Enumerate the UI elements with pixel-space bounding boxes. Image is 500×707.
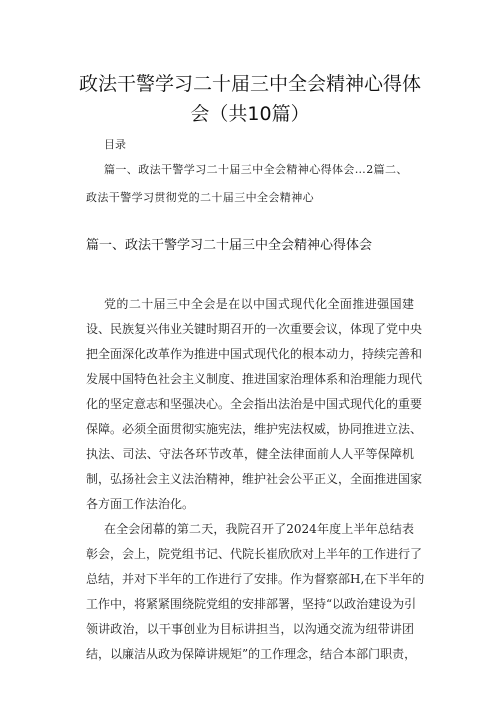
paragraph-1-line: 执法、司法、守法各环节改革，健全法律面前人人平等保障机 bbox=[86, 447, 414, 461]
toc-heading: 目录 bbox=[104, 138, 126, 151]
paragraph-2-line: 总结，并对下半年的工作进行了安排。作为督察部H,在下半年的 bbox=[86, 572, 425, 586]
paragraph-1-line: 设、民族复兴伟业关键时期召开的一次重要会议，体现了党中央 bbox=[86, 322, 423, 336]
toc-entry-line-2[interactable]: 政法干警学习贯彻党的二十届三中全会精神心 bbox=[86, 191, 314, 204]
paragraph-2-line: 彰会，会上，院党组书记、代院长崔欣欣对上半年的工作进行了 bbox=[86, 547, 423, 561]
section-title: 篇一、政法干警学习二十届三中全会精神心得体会 bbox=[86, 238, 373, 253]
paragraph-1-line: 党的二十届三中全会是在以中国式现代化全面推进强国建 bbox=[104, 297, 414, 311]
paragraph-1-line: 各方面工作法治化。 bbox=[86, 497, 195, 511]
paragraph-1-line: 把全面深化改革作为推进中国式现代化的根本动力，持续完善和 bbox=[86, 347, 423, 361]
document-title-line-1: 政法干警学习二十届三中全会精神心得体 bbox=[78, 73, 421, 95]
paragraph-2-line: 领讲政治，以干事创业为目标讲担当，以沟通交流为纽带讲团 bbox=[86, 622, 414, 636]
paragraph-2-line: 在全会闭幕的第二天，我院召开了2024年度上半年总结表 bbox=[104, 522, 414, 536]
paragraph-1-line: 制，弘扬社会主义法治精神，维护社会公平正义，全面推进国家 bbox=[86, 472, 423, 486]
paragraph-1-line: 保障。必须全面贯彻实施宪法，维护宪法权威，协同推进立法、 bbox=[86, 422, 423, 436]
paragraph-2-line: 结，以廉洁从政为保障讲规矩”的工作理念，结合本部门职责， bbox=[86, 647, 417, 661]
document-title-line-2: 会（共10篇） bbox=[190, 103, 310, 125]
paragraph-2-line: 工作中，将紧紧围绕院党组的安排部署，坚持“以政治建设为引 bbox=[86, 597, 417, 611]
toc-entry-line-1[interactable]: 篇一、政法干警学习二十届三中全会精神心得体会…2篇二、 bbox=[104, 163, 408, 176]
paragraph-1-line: 发展中国特色社会主义制度、推进国家治理体系和治理能力现代 bbox=[86, 372, 423, 386]
paragraph-1-line: 化的坚定意志和坚强决心。全会指出法治是中国式现代化的重要 bbox=[86, 397, 423, 411]
